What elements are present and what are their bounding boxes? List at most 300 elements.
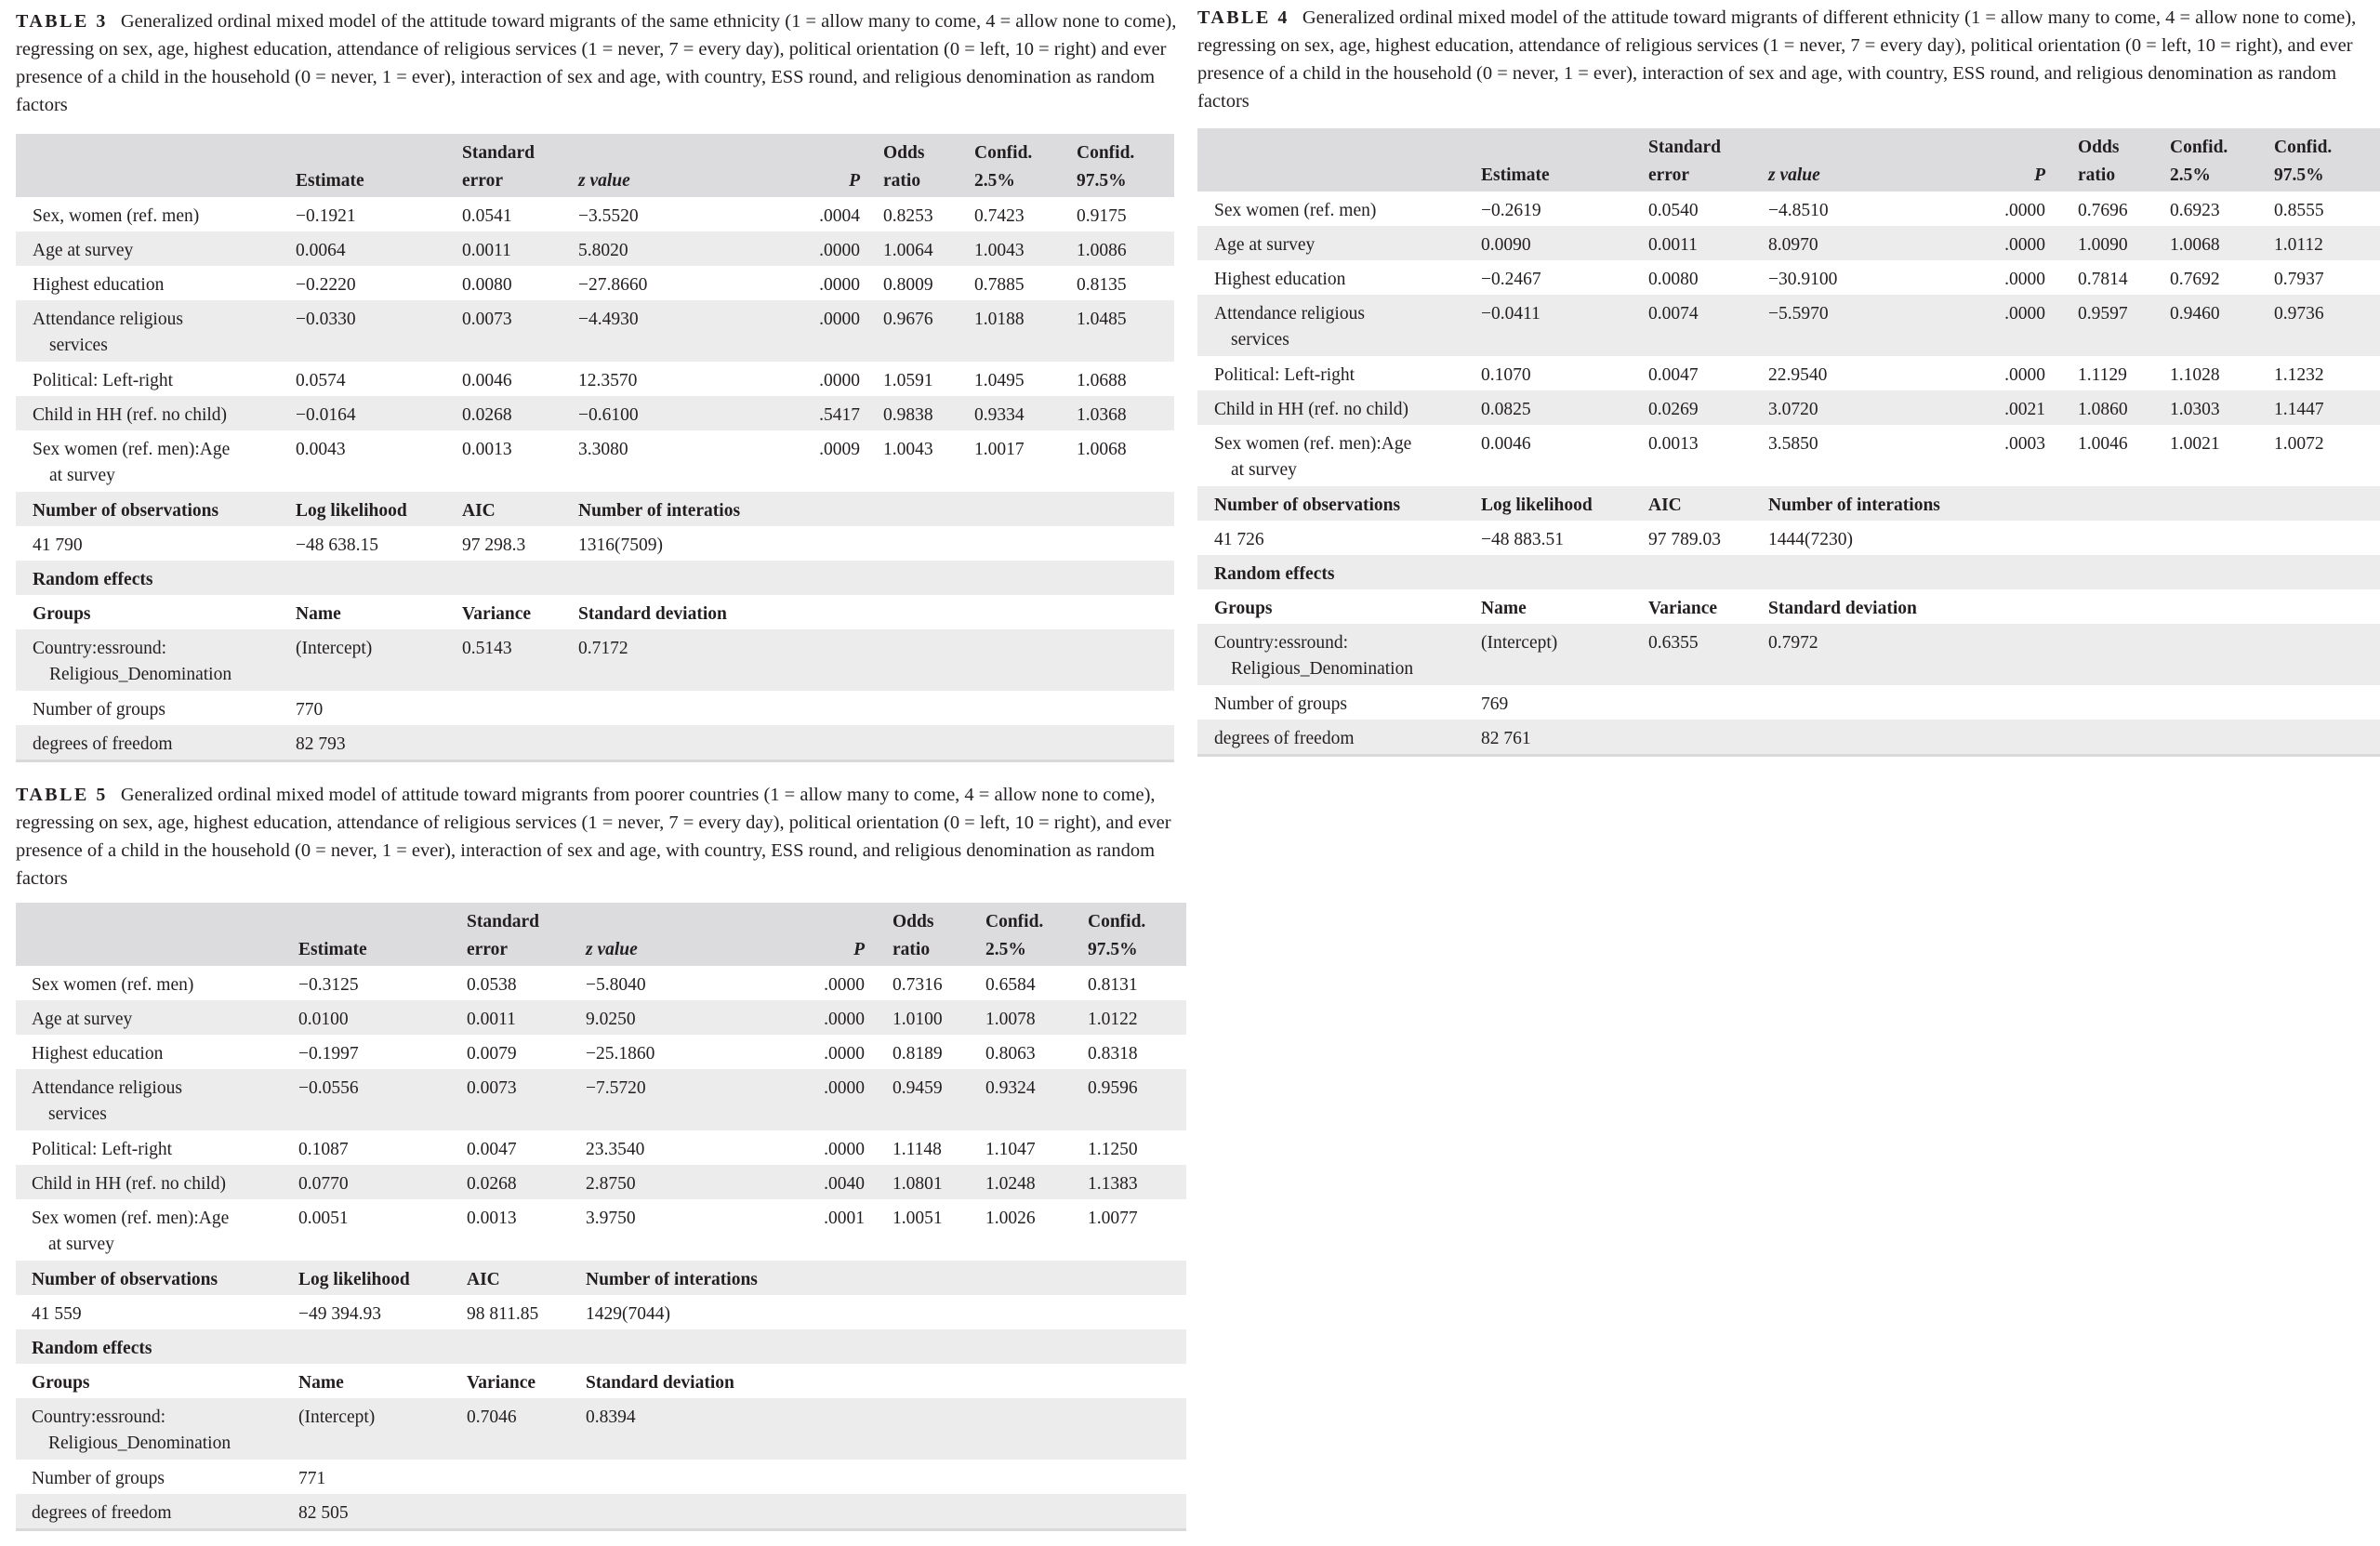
fit-values-row [16, 526, 1174, 561]
coefficient-row [1197, 295, 2380, 356]
header-name: Name [296, 604, 341, 624]
header-odds-ratio [892, 908, 933, 964]
confid-97-5-value: 0.9596 [1088, 1078, 1138, 1098]
row-label [33, 204, 199, 230]
estimate-value: 0.1070 [1481, 365, 1531, 385]
row-label-line1: Sex women (ref. men):Age [33, 440, 231, 459]
row-label-line1: Child in HH (ref. no child) [33, 405, 228, 425]
estimate-value: −0.2220 [296, 275, 356, 295]
header-standard-error-line2: error [462, 171, 504, 191]
header-odds-ratio-line2: ratio [883, 171, 921, 191]
p-value: .0004 [819, 206, 860, 226]
header-standard-error-line2: error [1648, 165, 1690, 185]
header-groups: Groups [32, 1373, 90, 1393]
group-label-line1: Country:essround: [32, 1407, 166, 1427]
row-label-line2: services [1231, 330, 1289, 350]
row-label-line1: Political: Left-right [32, 1140, 173, 1159]
row-label [1214, 363, 1355, 389]
z-value: −7.5720 [586, 1078, 646, 1098]
row-label-line1: Age at survey [33, 241, 134, 260]
confid-2-5-value: 1.0021 [2170, 434, 2220, 454]
p-value: .0000 [2004, 304, 2045, 324]
estimate-value: −0.0411 [1481, 304, 1540, 324]
confid-97-5-value: 1.0485 [1077, 310, 1127, 329]
estimate-value: −0.2467 [1481, 270, 1541, 289]
estimate-value: 0.0090 [1481, 235, 1531, 255]
random-effects-row [16, 1398, 1186, 1460]
standard-error-value: 0.0013 [462, 440, 512, 459]
header-variance: Variance [1648, 599, 1718, 618]
header-z-value: z value [1768, 165, 1820, 185]
random-effects-header-row [1197, 589, 2380, 624]
estimate-value: −0.3125 [298, 975, 359, 995]
odds-ratio-value: 1.0090 [2078, 235, 2128, 255]
odds-ratio-value: 1.0100 [892, 1010, 943, 1029]
coefficient-row [16, 266, 1174, 300]
odds-ratio-value: 0.9459 [892, 1078, 943, 1098]
z-value: −4.8510 [1768, 201, 1829, 220]
variance-value: 0.6355 [1648, 633, 1699, 653]
row-label [33, 272, 164, 298]
p-value: .0001 [824, 1209, 865, 1228]
standard-error-value: 0.0074 [1648, 304, 1699, 324]
row-label-line2: at survey [48, 1235, 114, 1254]
p-value: .0009 [819, 440, 860, 459]
confid-97-5-value: 0.9736 [2274, 304, 2324, 324]
table-4-caption [1197, 4, 2373, 115]
p-value: .0000 [824, 1044, 865, 1064]
standard-error-value: 0.0080 [462, 275, 512, 295]
row-label-line1: Child in HH (ref. no child) [32, 1174, 227, 1194]
random-effects-title-row [16, 1329, 1186, 1364]
header-confid-2-5-line2: 2.5% [974, 171, 1015, 191]
standard-error-value: 0.0538 [467, 975, 517, 995]
coefficient-row [16, 1199, 1186, 1261]
header-odds-ratio-line1: Odds [2078, 138, 2120, 157]
standard-error-value: 0.0011 [467, 1010, 516, 1029]
p-value: .5417 [819, 405, 860, 425]
standard-deviation-value: 0.7172 [578, 639, 628, 658]
p-value: .0000 [2004, 201, 2045, 220]
table-header-row [16, 903, 1186, 966]
confid-97-5-value: 0.8135 [1077, 275, 1127, 295]
row-label-line1: Age at survey [32, 1010, 133, 1029]
estimate-value: −0.1921 [296, 206, 356, 226]
fit-header-row [16, 492, 1174, 526]
header-confid-97-5-line2: 97.5% [1077, 171, 1127, 191]
row-label-line1: Attendance religious [1214, 304, 1365, 324]
coefficient-row [16, 396, 1174, 430]
header-confid-97-5 [1077, 139, 1134, 195]
header-standard-deviation: Standard deviation [578, 604, 727, 624]
header-variance: Variance [467, 1373, 536, 1393]
confid-97-5-value: 1.0077 [1088, 1209, 1138, 1228]
confid-2-5-value: 0.7885 [974, 275, 1025, 295]
standard-error-value: 0.0011 [462, 241, 511, 260]
variance-value: 0.5143 [462, 639, 512, 658]
degrees-of-freedom-row [16, 1494, 1186, 1531]
estimate-value: −0.0164 [296, 405, 356, 425]
estimate-value: −0.2619 [1481, 201, 1541, 220]
header-observations: Number of observations [33, 501, 219, 521]
row-label-line1: Highest education [1214, 270, 1346, 289]
group-label-line2: Religious_Denomination [1231, 659, 1414, 679]
row-label [33, 437, 230, 489]
p-value: .0000 [2004, 235, 2045, 255]
odds-ratio-value: 1.0043 [883, 440, 933, 459]
degrees-of-freedom-row [16, 725, 1174, 762]
header-log-likelihood: Log likelihood [1481, 496, 1593, 515]
row-label-line2: services [48, 1104, 107, 1124]
header-confid-2-5-line2: 2.5% [2170, 165, 2211, 185]
random-effects-title-row [16, 561, 1174, 595]
random-effects-title: Random effects [32, 1339, 152, 1358]
table-3-caption-text: Generalized ordinal mixed model of the attitude toward migrants of the same ethnicity (1 = allow many to come, 4 = allow none to come), regressing on sex, age, highest education, attendance of religious services (1 = never, 7 = every day), political orientation (0 = left, 10 = right) and ever presence of a child in the household (0 = never, 1 = ever), interaction of sex and age, with country, ESS round, and religious denomination as random factors [16, 11, 1177, 115]
standard-error-value: 0.0540 [1648, 201, 1699, 220]
header-confid-97-5 [1088, 908, 1145, 964]
row-label [1214, 198, 1376, 224]
header-standard-deviation: Standard deviation [586, 1373, 734, 1393]
number-of-groups-value: 771 [298, 1469, 326, 1488]
header-groups: Groups [33, 604, 91, 624]
table-3 [16, 134, 1174, 762]
coefficient-row [16, 1000, 1186, 1035]
coefficient-row [1197, 192, 2380, 226]
header-standard-deviation: Standard deviation [1768, 599, 1917, 618]
group-label-line2: Religious_Denomination [49, 665, 232, 684]
coefficient-row [16, 1165, 1186, 1199]
z-value: 2.8750 [586, 1174, 636, 1194]
degrees-of-freedom-label: degrees of freedom [1214, 729, 1355, 748]
z-value: 3.0720 [1768, 400, 1818, 419]
z-value: −30.9100 [1768, 270, 1838, 289]
number-of-groups-row [1197, 685, 2380, 720]
header-odds-ratio-line1: Odds [883, 143, 925, 163]
confid-2-5-value: 0.6923 [2170, 201, 2220, 220]
row-label [1214, 301, 1365, 353]
p-value: .0000 [819, 371, 860, 390]
header-iterations: Number of interations [1768, 496, 1940, 515]
confid-97-5-value: 0.8555 [2274, 201, 2324, 220]
observations-value: 41 790 [33, 535, 83, 555]
row-label [32, 972, 193, 998]
standard-error-value: 0.0269 [1648, 400, 1699, 419]
coefficient-row [16, 197, 1174, 231]
confid-2-5-value: 0.7692 [2170, 270, 2220, 289]
coefficient-row [1197, 356, 2380, 390]
degrees-of-freedom-label: degrees of freedom [33, 734, 173, 754]
confid-97-5-value: 0.9175 [1077, 206, 1127, 226]
odds-ratio-value: 0.8253 [883, 206, 933, 226]
header-iterations: Number of interations [586, 1270, 758, 1289]
row-label [33, 307, 183, 359]
odds-ratio-value: 0.9597 [2078, 304, 2128, 324]
z-value: −27.8660 [578, 275, 648, 295]
row-label [32, 1041, 163, 1067]
p-value: .0000 [824, 1140, 865, 1159]
p-value: .0021 [2004, 400, 2045, 419]
header-p: P [853, 940, 865, 959]
odds-ratio-value: 0.7316 [892, 975, 943, 995]
odds-ratio-value: 1.0801 [892, 1174, 943, 1194]
log-likelihood-value: −48 638.15 [296, 535, 378, 555]
estimate-value: 0.1087 [298, 1140, 349, 1159]
coefficient-row [1197, 390, 2380, 425]
z-value: −25.1860 [586, 1044, 655, 1064]
confid-2-5-value: 1.0026 [985, 1209, 1036, 1228]
header-confid-2-5 [974, 139, 1032, 195]
confid-2-5-value: 0.9334 [974, 405, 1025, 425]
intercept-name: (Intercept) [298, 1407, 376, 1427]
standard-error-value: 0.0268 [462, 405, 512, 425]
iterations-value: 1429(7044) [586, 1304, 670, 1324]
standard-error-value: 0.0073 [467, 1078, 517, 1098]
table-4 [1197, 128, 2380, 757]
odds-ratio-value: 0.8009 [883, 275, 933, 295]
table-4-label: TABLE 4 [1197, 7, 1289, 28]
header-standard-error-line1: Standard [467, 912, 540, 932]
confid-97-5-value: 1.0068 [1077, 440, 1127, 459]
degrees-of-freedom-value: 82 505 [298, 1503, 349, 1523]
confid-2-5-value: 0.8063 [985, 1044, 1036, 1064]
observations-value: 41 559 [32, 1304, 82, 1324]
standard-error-value: 0.0073 [462, 310, 512, 329]
z-value: −5.5970 [1768, 304, 1829, 324]
random-effects-header-row [16, 595, 1174, 629]
random-effects-header-row [16, 1364, 1186, 1398]
confid-2-5-value: 1.1047 [985, 1140, 1036, 1159]
coefficient-row [16, 1130, 1186, 1165]
table-5-caption [16, 781, 1187, 892]
standard-error-value: 0.0047 [467, 1140, 517, 1159]
z-value: 3.3080 [578, 440, 628, 459]
standard-error-value: 0.0011 [1648, 235, 1698, 255]
confid-97-5-value: 1.1447 [2274, 400, 2324, 419]
coefficient-row [16, 231, 1174, 266]
random-effects-row [1197, 624, 2380, 685]
observations-value: 41 726 [1214, 530, 1264, 549]
coefficient-row [1197, 425, 2380, 486]
header-confid-97-5 [2274, 134, 2332, 190]
random-effects-title: Random effects [33, 570, 153, 589]
coefficient-row [1197, 260, 2380, 295]
row-label-line1: Sex women (ref. men) [32, 975, 194, 995]
standard-deviation-value: 0.7972 [1768, 633, 1818, 653]
intercept-name: (Intercept) [296, 639, 373, 658]
row-label [32, 1076, 182, 1128]
header-estimate: Estimate [298, 940, 367, 959]
confid-2-5-value: 1.1028 [2170, 365, 2220, 385]
header-confid-2-5 [985, 908, 1043, 964]
aic-value: 98 811.85 [467, 1304, 539, 1324]
estimate-value: 0.0770 [298, 1174, 349, 1194]
row-label-line1: Sex women (ref. men) [1214, 201, 1377, 220]
header-aic: AIC [462, 501, 496, 521]
header-odds-ratio [2078, 134, 2119, 190]
header-aic: AIC [1648, 496, 1682, 515]
header-standard-error [462, 139, 535, 195]
header-standard-error-line1: Standard [462, 143, 536, 163]
random-effects-title-row [1197, 555, 2380, 589]
row-label-line1: Child in HH (ref. no child) [1214, 400, 1409, 419]
estimate-value: 0.0100 [298, 1010, 349, 1029]
number-of-groups-value: 770 [296, 700, 324, 720]
header-log-likelihood: Log likelihood [298, 1270, 410, 1289]
row-label [1214, 267, 1345, 293]
fit-values-row [1197, 521, 2380, 555]
confid-2-5-value: 0.9460 [2170, 304, 2220, 324]
coefficient-row [16, 362, 1174, 396]
header-odds-ratio-line2: ratio [2078, 165, 2116, 185]
header-standard-error-line2: error [467, 940, 509, 959]
log-likelihood-value: −49 394.93 [298, 1304, 381, 1324]
estimate-value: −0.0330 [296, 310, 356, 329]
coefficient-row [16, 430, 1174, 492]
number-of-groups-label: Number of groups [1214, 694, 1347, 714]
group-label-line1: Country:essround: [33, 639, 167, 658]
number-of-groups-label: Number of groups [32, 1469, 165, 1488]
group-label [1214, 630, 1413, 682]
odds-ratio-value: 0.7696 [2078, 201, 2128, 220]
table-header-row [16, 134, 1174, 197]
coefficient-row [16, 966, 1186, 1000]
confid-2-5-value: 1.0248 [985, 1174, 1036, 1194]
z-value: −3.5520 [578, 206, 639, 226]
row-label [32, 1171, 226, 1197]
random-effects-row [16, 629, 1174, 691]
fit-values-row [16, 1295, 1186, 1329]
degrees-of-freedom-value: 82 793 [296, 734, 346, 754]
confid-97-5-value: 1.0086 [1077, 241, 1127, 260]
z-value: 22.9540 [1768, 365, 1828, 385]
row-label-line2: at survey [49, 466, 115, 485]
row-label-line2: at survey [1231, 460, 1297, 480]
standard-error-value: 0.0079 [467, 1044, 517, 1064]
z-value: −0.6100 [578, 405, 639, 425]
degrees-of-freedom-row [1197, 720, 2380, 757]
confid-2-5-value: 0.7423 [974, 206, 1025, 226]
header-observations: Number of observations [1214, 496, 1401, 515]
random-effects-title: Random effects [1214, 564, 1335, 584]
confid-2-5-value: 1.0017 [974, 440, 1025, 459]
header-confid-97-5-line1: Confid. [2274, 138, 2333, 157]
standard-error-value: 0.0047 [1648, 365, 1699, 385]
standard-error-value: 0.0013 [467, 1209, 517, 1228]
row-label-line1: Sex women (ref. men):Age [32, 1209, 230, 1228]
odds-ratio-value: 1.1148 [892, 1140, 942, 1159]
odds-ratio-value: 0.9838 [883, 405, 933, 425]
z-value: −5.8040 [586, 975, 646, 995]
odds-ratio-value: 1.0051 [892, 1209, 943, 1228]
row-label [32, 1007, 132, 1033]
standard-deviation-value: 0.8394 [586, 1407, 636, 1427]
header-z-value: z value [578, 171, 630, 191]
group-label-line2: Religious_Denomination [48, 1434, 231, 1453]
confid-2-5-value: 1.0078 [985, 1010, 1036, 1029]
confid-2-5-value: 0.9324 [985, 1078, 1036, 1098]
header-variance: Variance [462, 604, 532, 624]
group-label [32, 1405, 231, 1457]
header-name: Name [1481, 599, 1527, 618]
odds-ratio-value: 1.0591 [883, 371, 933, 390]
row-label [1214, 232, 1315, 258]
iterations-value: 1316(7509) [578, 535, 663, 555]
header-z-value: z value [586, 940, 638, 959]
p-value: .0000 [2004, 365, 2045, 385]
row-label [33, 238, 133, 264]
row-label-line1: Highest education [33, 275, 165, 295]
row-label-line1: Sex, women (ref. men) [33, 206, 200, 226]
table-5 [16, 903, 1186, 1531]
odds-ratio-value: 1.0860 [2078, 400, 2128, 419]
header-standard-error-line1: Standard [1648, 138, 1722, 157]
aic-value: 97 789.03 [1648, 530, 1721, 549]
fit-header-row [1197, 486, 2380, 521]
odds-ratio-value: 1.0064 [883, 241, 933, 260]
z-value: 12.3570 [578, 371, 638, 390]
coefficient-row [1197, 226, 2380, 260]
row-label-line1: Age at survey [1214, 235, 1316, 255]
confid-97-5-value: 0.8318 [1088, 1044, 1138, 1064]
group-label-line1: Country:essround: [1214, 633, 1349, 653]
header-odds-ratio [883, 139, 924, 195]
confid-2-5-value: 1.0303 [2170, 400, 2220, 419]
degrees-of-freedom-value: 82 761 [1481, 729, 1531, 748]
confid-97-5-value: 1.1250 [1088, 1140, 1138, 1159]
row-label-line1: Sex women (ref. men):Age [1214, 434, 1412, 454]
confid-2-5-value: 1.0495 [974, 371, 1025, 390]
header-p: P [849, 171, 860, 191]
table-5-label: TABLE 5 [16, 785, 108, 805]
confid-2-5-value: 1.0068 [2170, 235, 2220, 255]
confid-97-5-value: 1.0072 [2274, 434, 2324, 454]
table-header-row [1197, 128, 2380, 192]
row-label [1214, 431, 1411, 483]
z-value: 23.3540 [586, 1140, 645, 1159]
p-value: .0000 [824, 1010, 865, 1029]
header-confid-2-5-line1: Confid. [985, 912, 1044, 932]
header-odds-ratio-line2: ratio [892, 940, 931, 959]
z-value: 8.0970 [1768, 235, 1818, 255]
header-iterations: Number of interatios [578, 501, 741, 521]
header-standard-error [467, 908, 539, 964]
estimate-value: −0.1997 [298, 1044, 359, 1064]
table-3-label: TABLE 3 [16, 11, 108, 32]
confid-97-5-value: 1.1232 [2274, 365, 2324, 385]
header-confid-97-5-line1: Confid. [1088, 912, 1146, 932]
standard-error-value: 0.0046 [462, 371, 512, 390]
p-value: .0040 [824, 1174, 865, 1194]
row-label [32, 1137, 172, 1163]
header-confid-2-5-line1: Confid. [2170, 138, 2228, 157]
coefficient-row [16, 1035, 1186, 1069]
confid-2-5-value: 1.0188 [974, 310, 1025, 329]
header-p: P [2034, 165, 2045, 185]
log-likelihood-value: −48 883.51 [1481, 530, 1564, 549]
p-value: .0003 [2004, 434, 2045, 454]
header-estimate: Estimate [1481, 165, 1550, 185]
row-label-line1: Political: Left-right [33, 371, 174, 390]
estimate-value: 0.0574 [296, 371, 346, 390]
p-value: .0000 [819, 275, 860, 295]
confid-2-5-value: 1.0043 [974, 241, 1025, 260]
iterations-value: 1444(7230) [1768, 530, 1853, 549]
table-4-caption-text: Generalized ordinal mixed model of the attitude toward migrants of different ethnicity (1 = allow many to come, 4 = allow none to come), regressing on sex, age, highest education, attendance of religious services (1 = never, 7 = every day), political orientation (0 = left, 10 = right), and ever presence of a child in the household (0 = never, 1 = ever), interaction of sex and age, with country, ESS round, and religious denomination as random factors [1197, 7, 2357, 112]
z-value: 3.9750 [586, 1209, 636, 1228]
row-label [1214, 397, 1408, 423]
row-label-line2: services [49, 336, 108, 355]
confid-97-5-value: 0.7937 [2274, 270, 2324, 289]
